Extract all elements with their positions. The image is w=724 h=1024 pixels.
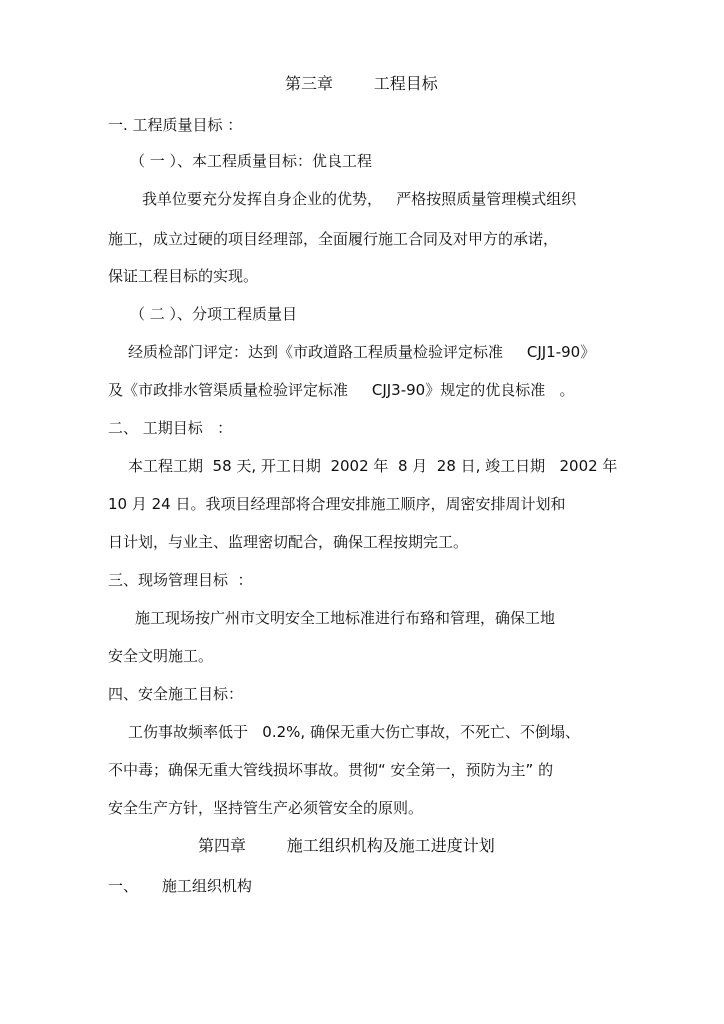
chapter-3-title: 第三章 工程目标	[285, 74, 438, 93]
paragraph-line: 施工，成立过硬的项目经理部，全面履行施工合同及对甲方的承诺，	[108, 230, 559, 248]
paragraph-line: 保证工程目标的实现。	[108, 267, 259, 285]
paragraph-line: 我单位要充分发挥自身企业的优势， 严格按照质量管理模式组织	[142, 190, 577, 208]
paragraph-line: 安全生产方针，坚持管生产必须管安全的原则。	[108, 799, 424, 817]
paragraph-line: 本工程工期 58 天, 开工日期 2002 年 8 月 28 日, 竣工日期 2002 年	[128, 457, 618, 475]
paragraph-line: 施工现场按广州市文明安全工地标准进行布臵和管理，确保工地	[135, 609, 556, 627]
section-4-heading: 四、安全施工目标：	[108, 685, 244, 703]
chapter-4-section-1-heading: 一、 施工组织机构	[108, 877, 252, 895]
paragraph-line: 日计划，与业主、监理密切配合，确保工程按期完工。	[108, 533, 469, 551]
subsection-1-heading: （ 一 ）、本工程质量目标：优良工程	[130, 152, 373, 170]
paragraph-line: 不中毒；确保无重大管线损坏事故。贯彻“ 安全第一，预防为主” 的	[108, 761, 554, 779]
paragraph-line: 工伤事故频率低于 0.2%, 确保无重大伤亡事故，不死亡、不倒塌、	[128, 723, 580, 741]
paragraph-line: 10 月 24 日。我项目经理部将合理安排施工顺序，周密安排周计划和	[108, 495, 566, 513]
paragraph-line: 及《市政排水管渠质量检验评定标准 CJJ3-90》规定的优良标准 。	[108, 381, 575, 399]
section-1-heading: 一. 工程质量目标 ：	[108, 116, 243, 134]
subsection-2-heading: （ 二 ）、分项工程质量目	[130, 305, 298, 323]
section-2-heading: 二、 工期目标 ：	[108, 419, 233, 437]
paragraph-line: 经质检部门评定：达到《市政道路工程质量检验评定标准 CJJ1-90》	[128, 343, 596, 361]
chapter-4-title: 第四章 施工组织机构及施工进度计划	[198, 836, 495, 855]
section-3-heading: 三、现场管理目标 ：	[108, 571, 253, 589]
paragraph-line: 安全文明施工。	[108, 647, 214, 665]
